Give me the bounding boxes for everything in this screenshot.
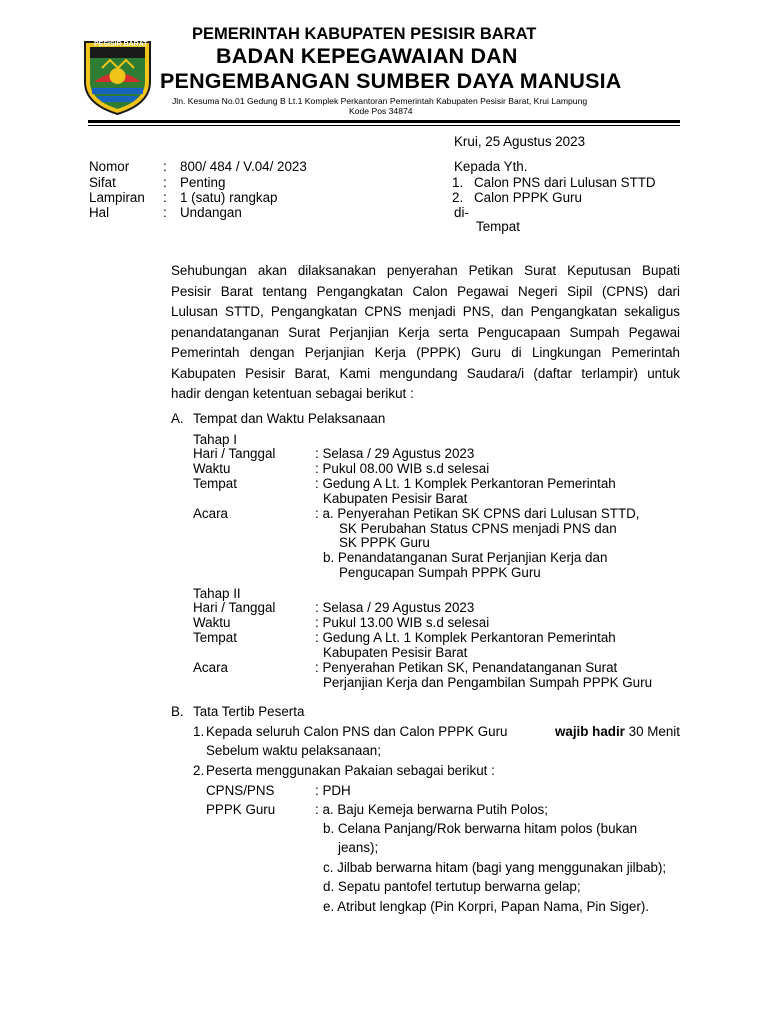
tahap2-tempat: : Gedung A Lt. 1 Komplek Perkantoran Pemerintah (315, 630, 616, 645)
rule-1-post: 30 Menit (624, 724, 680, 739)
intro-paragraph (171, 261, 680, 405)
tahap2-title: Tahap II (193, 586, 241, 601)
section-b-title: Tata Tertib Peserta (193, 704, 305, 719)
letterhead-rule-thin (88, 125, 680, 126)
letterhead-postcode: Kode Pos 34874 (349, 106, 413, 116)
meta-sep: : (163, 175, 167, 190)
recipient-item: Calon PPPK Guru (474, 190, 582, 205)
dress-pppk-label: PPPK Guru (206, 802, 276, 817)
tahap1-acara-a-cont: SK PPPK Guru (339, 535, 430, 550)
meta-sep: : (163, 205, 167, 220)
tahap1-acara-b-cont: Pengucapan Sumpah PPPK Guru (339, 565, 541, 580)
tahap2-tempat-label: Tempat (193, 630, 237, 645)
tahap1-tempat-cont: Kabupaten Pesisir Barat (323, 491, 468, 506)
section-a-title: Tempat dan Waktu Pelaksanaan (193, 411, 386, 426)
rule-2-text: Peserta menggunakan Pakaian sebagai berikut : (206, 763, 495, 778)
rule-1-pre: Kepada seluruh Calon PNS dan Calon PPPK Guru (206, 724, 512, 739)
tahap2-hari: : Selasa / 29 Agustus 2023 (315, 600, 475, 615)
meta-sep: : (163, 190, 167, 205)
dress-pppk-d: d. Sepatu pantofel tertutup berwarna gelap; (323, 879, 581, 894)
dress-pppk-a: : a. Baju Kemeja berwarna Putih Polos; (315, 802, 548, 817)
letter-date: Krui, 25 Agustus 2023 (454, 134, 586, 149)
rule-1-bold: wajib hadir (554, 724, 625, 739)
meta-label: Lampiran (89, 190, 145, 205)
intro-line: Pesisir Barat tentang Pengangkatan Calon Pegawai Negeri Sipil (CPNS) dari (171, 283, 680, 299)
meta-value-lampiran: 1 (satu) rangkap (180, 190, 278, 205)
intro-line: Pemerintah dengan Perjanjian Kerja (PPPK) Guru di Lingkungan Pemerintah (171, 345, 680, 360)
rule-2-num: 2. (193, 763, 205, 778)
recipient-tempat: Tempat (476, 219, 520, 234)
tahap2-waktu-label: Waktu (193, 615, 231, 630)
tahap1-waktu: : Pukul 08.00 WIB s.d selesai (315, 461, 490, 476)
meta-value-nomor: 800/ 484 / V.04/ 2023 (180, 159, 307, 174)
meta-sep: : (163, 159, 167, 174)
dress-pppk-b: b. Celana Panjang/Rok berwarna hitam polos (bukan (323, 821, 638, 836)
recipient-item: Calon PNS dari Lulusan STTD (474, 175, 656, 190)
regency-logo (80, 38, 155, 116)
recipient-greeting: Kepada Yth. (454, 159, 528, 174)
meta-value-hal: Undangan (180, 205, 242, 220)
meta-label: Sifat (89, 175, 116, 190)
letterhead-line3: PENGEMBANGAN SUMBER DAYA MANUSIA (160, 69, 622, 93)
rule-1-emphasis (555, 724, 680, 739)
meta-value-sifat: Penting (180, 175, 226, 190)
tahap1-hari-label: Hari / Tanggal (193, 446, 276, 461)
section-b-marker: B. (171, 704, 184, 719)
intro-line: Lulusan STTD, Pengangkatan CPNS menjadi PNS, dan Pengangkatan sekaligus (171, 304, 680, 319)
letterhead-rule-thick (88, 120, 680, 123)
tahap1-acara-b: b. Penandatanganan Surat Perjanjian Kerja dan (323, 550, 608, 565)
tahap1-tempat: : Gedung A Lt. 1 Komplek Perkantoran Pemerintah (315, 476, 616, 491)
rule-1-line2: Sebelum waktu pelaksanaan; (206, 743, 381, 758)
tahap2-acara: : Penyerahan Petikan SK, Penandatanganan Surat (315, 660, 618, 675)
recipient-num: 1. (452, 175, 464, 190)
letterhead-line2: BADAN KEPEGAWAIAN DAN (216, 44, 518, 68)
dress-pppk-c: c. Jilbab berwarna hitam (bagi yang menggunakan jilbab); (323, 860, 667, 875)
rule-1-text (206, 724, 680, 739)
letterhead-line1: PEMERINTAH KABUPATEN PESISIR BARAT (192, 25, 537, 43)
intro-line: Kabupaten Pesisir Barat, Kami mengundang Saudara/i (daftar terlampir) untuk (171, 365, 680, 381)
letterhead-address: Jln. Kesuma No.01 Gedung B Lt.1 Komplek Perkantoran Pemerintah Kabupaten Pesisir Barat, Krui Lampung (172, 96, 588, 106)
dress-pppk-e: e. Atribut lengkap (Pin Korpri, Papan Nama, Pin Siger). (323, 899, 650, 914)
intro-line: penandatanganan Surat Perjanjian Kerja serta Pengucapaan Sumpah Pegawai (171, 324, 680, 340)
intro-line: hadir dengan ketentuan sebagai berikut : (171, 386, 414, 401)
meta-label: Nomor (89, 159, 130, 174)
tahap1-acara-a-cont: SK Perubahan Status CPNS menjadi PNS dan (339, 521, 617, 536)
tahap1-waktu-label: Waktu (193, 461, 231, 476)
tahap2-hari-label: Hari / Tanggal (193, 600, 276, 615)
rule-1-num: 1. (193, 724, 205, 739)
logo-text: PESISIR BARAT (94, 41, 148, 48)
tahap1-hari: : Selasa / 29 Agustus 2023 (315, 446, 475, 461)
tahap2-tempat-cont: Kabupaten Pesisir Barat (323, 645, 468, 660)
tahap2-waktu: : Pukul 13.00 WIB s.d selesai (315, 615, 490, 630)
section-a-marker: A. (171, 411, 184, 426)
tahap2-acara-cont: Perjanjian Kerja dan Pengambilan Sumpah PPPK Guru (323, 675, 653, 690)
recipient-num: 2. (452, 190, 464, 205)
meta-label: Hal (89, 205, 110, 220)
tahap1-title: Tahap I (193, 432, 237, 447)
tahap1-acara-label: Acara (193, 506, 228, 521)
tahap1-tempat-label: Tempat (193, 476, 237, 491)
dress-cpns-value: : PDH (315, 783, 351, 798)
coat-of-arms-icon (80, 38, 155, 116)
dress-pppk-b-cont: jeans); (338, 840, 379, 855)
intro-line: Sehubungan akan dilaksanakan penyerahan Petikan Surat Keputusan Bupati (171, 263, 680, 278)
tahap1-acara-a: : a. Penyerahan Petikan SK CPNS dari Lulusan STTD, (315, 506, 640, 521)
recipient-di: di- (454, 205, 469, 220)
dress-cpns-label: CPNS/PNS (206, 783, 275, 798)
tahap2-acara-label: Acara (193, 660, 228, 675)
